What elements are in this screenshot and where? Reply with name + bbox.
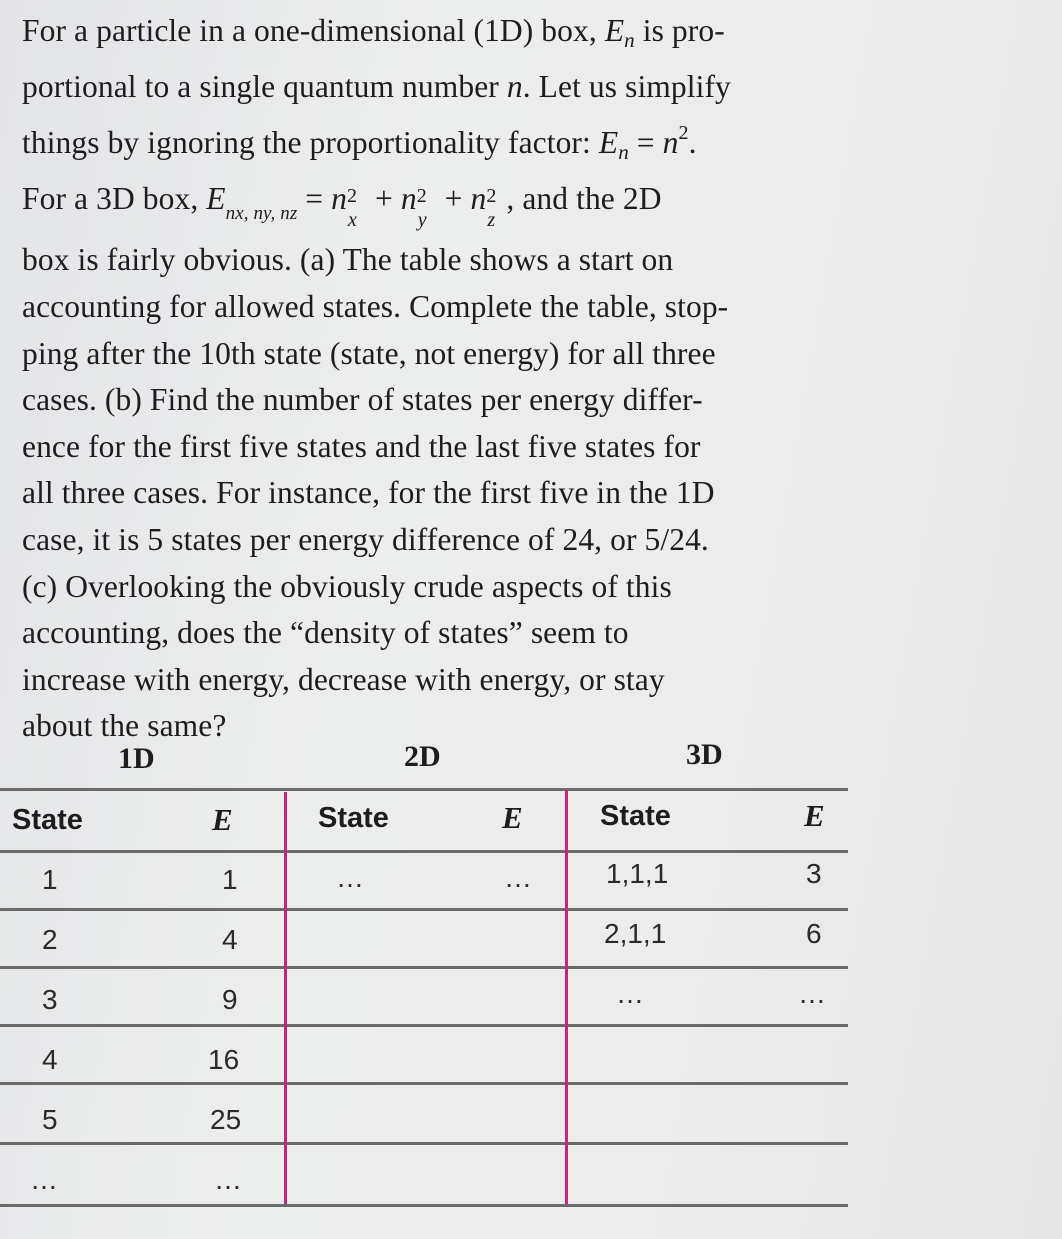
cell-1d-state: 1 (42, 864, 58, 895)
plus-sign: + (436, 180, 471, 216)
problem-line-7: ping after the 10th state (state, not energy) for all three (22, 335, 716, 371)
cell-2d-energy: … (504, 862, 532, 893)
index-x (347, 184, 367, 231)
problem-line-12: (c) Overlooking the obviously crude aspects of this (22, 568, 672, 604)
cell-1d-state: … (30, 1164, 58, 1195)
header-1d-energy: E (212, 802, 233, 837)
problem-line-6: accounting for allowed states. Complete the table, stop- (22, 288, 729, 324)
superscript-2: 2 (347, 184, 358, 207)
cell-1d-state: 4 (42, 1044, 58, 1075)
symbol-n: n (331, 180, 348, 216)
text-run: things by ignoring the proportionality factor: (22, 125, 599, 161)
cell-1d-state: 5 (42, 1104, 58, 1135)
problem-line-15: about the same? (22, 708, 227, 744)
problem-text (22, 8, 1032, 750)
cell-3d-energy: … (798, 978, 826, 1009)
superscript-2: 2 (486, 184, 497, 207)
text-run: portional to a single quantum number (22, 68, 507, 104)
symbol-n: n (400, 180, 417, 216)
cell-3d-state: … (616, 978, 644, 1009)
header-bottom-rule (0, 850, 848, 853)
symbol-E: E (604, 13, 625, 48)
row-rule (0, 908, 848, 911)
cell-1d-energy: 25 (210, 1104, 242, 1135)
divider-1d-2d (284, 792, 287, 1204)
text-run: , and the 2D (506, 180, 662, 216)
subscript-z: z (487, 208, 496, 231)
header-3d-energy: E (804, 798, 825, 833)
cell-1d-energy: 9 (222, 984, 238, 1015)
group-label-2d: 2D (404, 740, 441, 773)
index-z (486, 184, 506, 231)
cell-1d-state: 3 (42, 984, 58, 1015)
text-run: . (688, 125, 697, 161)
header-2d-energy: E (502, 800, 523, 835)
row-rule (0, 1082, 848, 1085)
problem-line-13: accounting, does the “density of states” seem to (22, 615, 629, 651)
cell-3d-energy: 6 (806, 918, 822, 949)
symbol-E: E (598, 125, 619, 161)
cell-1d-energy: 4 (222, 924, 238, 955)
group-label-1d: 1D (118, 742, 155, 775)
problem-line-10: all three cases. For instance, for the first five in the 1D (22, 475, 715, 511)
states-table (0, 730, 860, 1230)
cell-3d-state: 1,1,1 (606, 858, 669, 889)
problem-line-11: case, it is 5 states per energy difference of 24, or 5/24. (22, 521, 709, 557)
text-run: For a particle in a one-dimensional (1D) box, (22, 13, 605, 48)
header-3d-state: State (600, 800, 671, 832)
symbol-E: E (206, 180, 226, 216)
problem-line-3 (22, 110, 1032, 176)
row-rule (0, 1024, 848, 1027)
index-y (416, 184, 437, 231)
superscript-2: 2 (416, 184, 427, 207)
superscript-2: 2 (678, 122, 689, 145)
equals-sign: = (628, 125, 663, 161)
table-top-rule (0, 788, 848, 791)
cell-1d-energy: 1 (222, 864, 238, 895)
text-run: is pro- (634, 13, 725, 48)
header-1d-state: State (12, 804, 83, 836)
problem-line-9: ence for the first five states and the last five states for (22, 428, 701, 464)
symbol-n: n (506, 68, 523, 104)
subscript-x: x (348, 208, 357, 231)
subscript-n: n (624, 28, 635, 52)
problem-line-1 (22, 8, 1032, 64)
cell-1d-state: 2 (42, 924, 58, 955)
problem-line-8: cases. (b) Find the number of states per energy differ- (22, 382, 703, 418)
row-rule (0, 1142, 848, 1145)
cell-2d-state: … (336, 862, 364, 893)
symbol-n: n (662, 125, 679, 161)
plus-sign: + (367, 180, 401, 216)
subscript-y: y (417, 208, 427, 231)
divider-2d-3d (565, 790, 568, 1204)
subscript-n: n (618, 140, 629, 165)
cell-3d-state: 2,1,1 (604, 918, 667, 949)
text-run: . Let us simplify (522, 68, 731, 104)
problem-line-5: box is fairly obvious. (a) The table shows a start on (22, 242, 674, 278)
problem-line-2 (22, 64, 1032, 111)
header-2d-state: State (318, 802, 389, 834)
group-label-3d: 3D (686, 738, 723, 771)
equals-sign: = (297, 180, 332, 216)
table-bottom-rule (0, 1204, 848, 1207)
cell-3d-energy: 3 (806, 858, 822, 889)
problem-line-14: increase with energy, decrease with energy, or stay (22, 661, 665, 697)
cell-1d-energy: … (214, 1164, 242, 1195)
text-run: For a 3D box, (22, 180, 207, 216)
row-rule (0, 966, 848, 969)
symbol-n: n (470, 180, 487, 216)
subscript-nx-ny-nz: nx, ny, nz (225, 202, 298, 224)
cell-1d-energy: 16 (208, 1044, 240, 1075)
problem-line-4 (22, 176, 1032, 238)
